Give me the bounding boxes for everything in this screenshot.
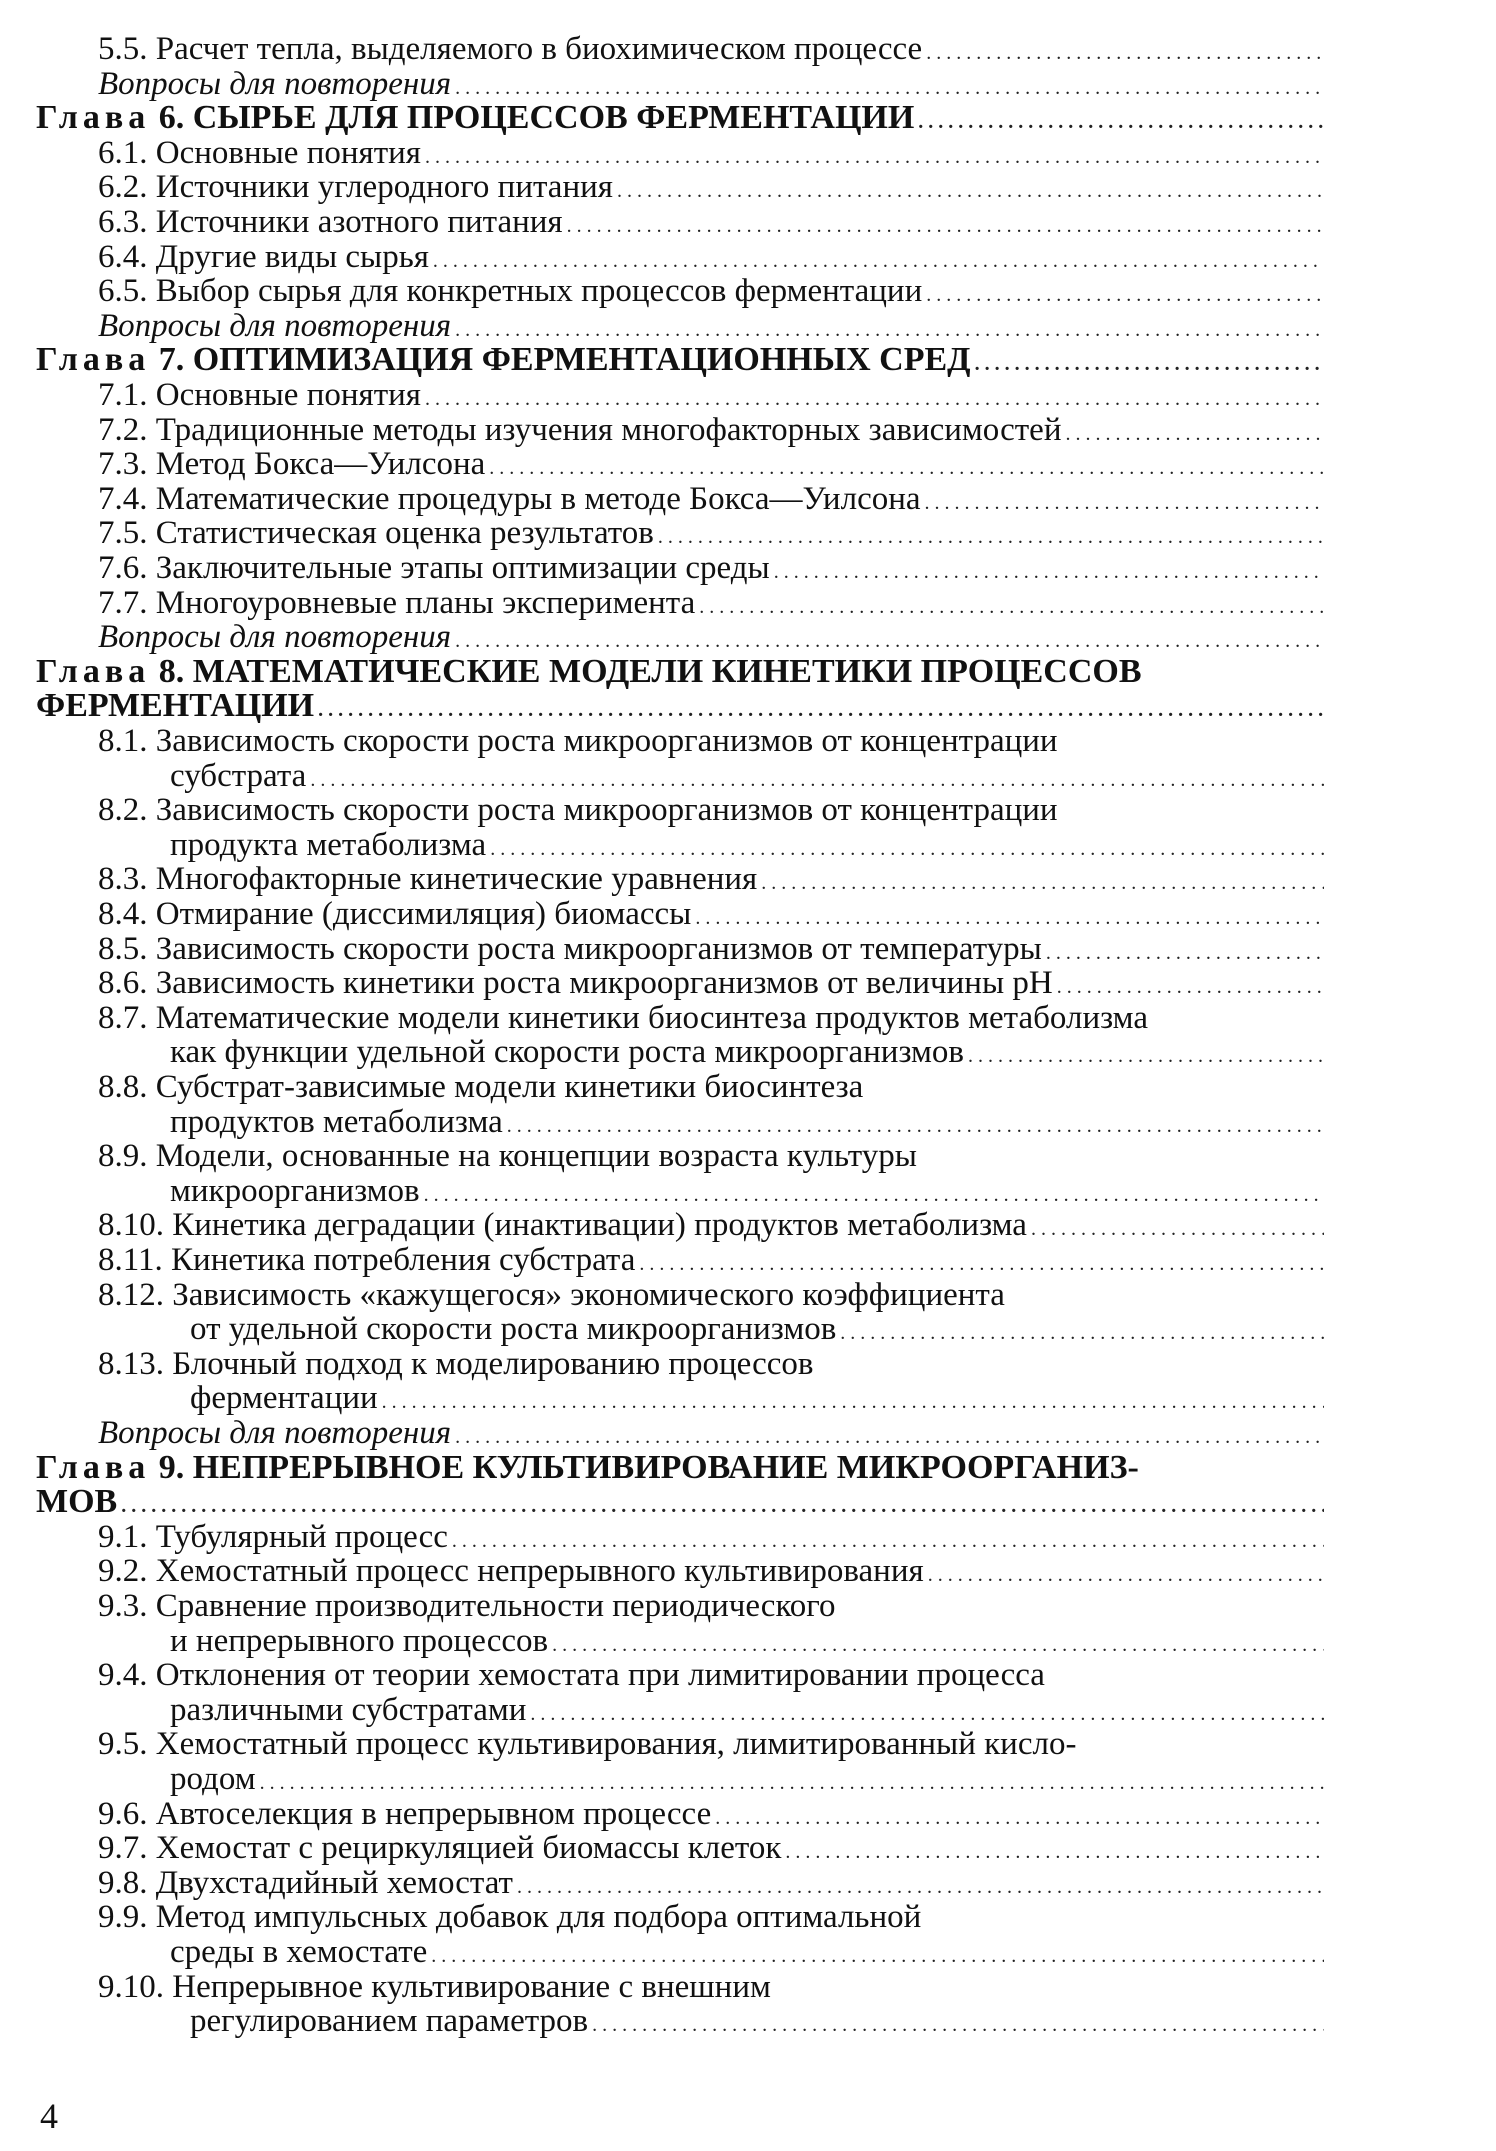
section-title: [98, 1797, 711, 1831]
toc-entry: [98, 1727, 1324, 1761]
section-number: 6.2.: [98, 169, 148, 206]
section-number: 8.3.: [98, 861, 148, 898]
section-title: [98, 1520, 448, 1554]
chapter-title: [36, 652, 1142, 690]
chapter-name-continued: ФЕРМЕНТАЦИИ: [36, 687, 315, 725]
section-name: Зависимость скорости роста микроорганизмов от концентрации: [155, 792, 1058, 829]
toc-entry: [98, 413, 1324, 447]
toc-entry: [98, 482, 1324, 516]
section-title: [98, 897, 691, 931]
section-name-continued: микроорганизмов: [170, 1172, 420, 1209]
leader-dots: [260, 1762, 1324, 1800]
section-number: 9.6.: [98, 1795, 148, 1832]
section-name-continued: продуктов метаболизма: [170, 1103, 503, 1140]
chapter-title: [36, 1448, 1139, 1486]
toc-entry: [98, 1589, 1324, 1623]
toc-entry: [98, 1001, 1324, 1035]
section-number: 9.5.: [98, 1726, 148, 1763]
section-number: 7.5.: [98, 515, 148, 552]
toc-entry: [98, 1416, 1324, 1450]
section-title: [98, 1278, 1005, 1312]
review-questions: Вопросы для повторения: [98, 307, 452, 344]
section-number: 8.8.: [98, 1069, 148, 1105]
toc-entry: [98, 274, 1324, 308]
leader-dots: [715, 1797, 1324, 1835]
leader-dots: [1046, 932, 1324, 970]
section-title: [98, 136, 421, 170]
section-title: [98, 1001, 1148, 1035]
toc-entry: [36, 1448, 1324, 1486]
leader-dots: [928, 1554, 1324, 1592]
section-title: [98, 170, 613, 204]
section-name-continued: как функции удельной скорости роста микроорганизмов: [170, 1034, 964, 1071]
leader-dots: [1066, 413, 1325, 451]
leader-dots: [567, 205, 1324, 243]
section-title: [98, 1139, 917, 1173]
toc-entry: [170, 1174, 1324, 1208]
section-title: [98, 862, 757, 896]
section-title: [98, 1970, 771, 2004]
section-number: 8.5.: [98, 930, 148, 967]
chapter-label: Глава: [36, 99, 151, 137]
section-name: Математические процедуры в методе Бокса—Уилсона: [155, 480, 921, 517]
section-name: Хемостатный процесс культивирования, лимитированный кисло-: [155, 1726, 1077, 1763]
leader-dots: [433, 240, 1324, 278]
toc-entry: [98, 1970, 1324, 2004]
toc-entry: [98, 205, 1324, 239]
section-name: Кинетика деградации (инактивации) продуктов метаболизма: [172, 1207, 1027, 1244]
chapter-label: Глава: [36, 1448, 151, 1486]
section-number: 8.11.: [98, 1242, 163, 1278]
leader-dots: [530, 1693, 1324, 1731]
section-number: 8.9.: [98, 1138, 148, 1175]
section-title: [98, 1070, 863, 1104]
section-name: Субстрат-зависимые модели кинетики биосинтеза: [155, 1069, 864, 1105]
leader-dots: [424, 1174, 1324, 1212]
chapter-name: ОПТИМИЗАЦИЯ ФЕРМЕНТАЦИОННЫХ СРЕД: [192, 341, 971, 379]
leader-dots: [658, 516, 1324, 554]
section-name: Выбор сырья для конкретных процессов ферментации: [155, 273, 923, 310]
section-number: 8.7.: [98, 999, 148, 1036]
page-number: 4: [40, 2096, 58, 2136]
section-name: Источники углеродного питания: [155, 169, 613, 206]
leader-dots: [1057, 966, 1324, 1004]
leader-dots: [517, 1866, 1324, 1904]
section-title: [98, 1243, 635, 1277]
section-name: Тубулярный процесс: [155, 1518, 448, 1555]
toc-entry: [98, 136, 1324, 170]
section-name: Отклонения от теории хемостата при лимитировании процесса: [155, 1657, 1045, 1694]
toc-entry: [190, 1312, 1324, 1346]
leader-dots: [452, 1520, 1324, 1558]
section-title: [98, 516, 654, 550]
review-questions: Вопросы для повторения: [98, 65, 452, 102]
section-name-continued: различными субстратами: [170, 1691, 527, 1728]
leader-dots: [425, 136, 1324, 174]
toc-entry: [98, 1347, 1324, 1381]
toc-entry: [36, 343, 1324, 377]
section-name: Зависимость скорости роста микроорганизмов от концентрации: [155, 723, 1058, 759]
section-name: Зависимость кинетики роста микроорганизмов от величины pH: [155, 965, 1053, 1002]
leader-dots: [918, 101, 1324, 139]
toc-entry: [98, 32, 1324, 66]
leader-dots: [431, 1935, 1324, 1973]
section-title: [98, 932, 1042, 966]
leader-dots: [975, 343, 1324, 381]
section-number: 9.1.: [98, 1518, 148, 1555]
section-title: [98, 413, 1062, 447]
toc-entry: [98, 1797, 1324, 1831]
section-number: 6.5.: [98, 273, 148, 310]
section-number: 9.7.: [98, 1830, 148, 1867]
section-name-continued: и непрерывного процессов: [170, 1622, 549, 1659]
section-title: [98, 205, 563, 239]
toc-entry: [170, 1935, 1324, 1969]
toc-entry: [170, 1762, 1324, 1796]
section-name-continued: среды в хемостате: [170, 1934, 428, 1970]
leader-dots: [699, 586, 1324, 624]
section-number: 6.4.: [98, 238, 148, 275]
toc-entry: [36, 101, 1324, 135]
toc-entry: [98, 240, 1324, 274]
chapter-name: МАТЕМАТИЧЕСКИЕ МОДЕЛИ КИНЕТИКИ ПРОЦЕССОВ: [192, 652, 1142, 690]
toc-entry: [98, 586, 1324, 620]
toc-entry: [98, 309, 1324, 343]
section-title: [98, 482, 921, 516]
leader-dots: [592, 2004, 1324, 2042]
leader-dots: [318, 689, 1324, 727]
section-name: Непрерывное культивирование с внешним: [172, 1968, 771, 2005]
chapter-name: СЫРЬЕ ДЛЯ ПРОЦЕССОВ ФЕРМЕНТАЦИИ: [192, 99, 915, 137]
section-title: [98, 724, 1058, 758]
section-number: 7.2.: [98, 411, 148, 448]
section-title: [98, 1554, 924, 1588]
toc-entry: [98, 1520, 1324, 1554]
section-name: Основные понятия: [155, 134, 421, 171]
leader-dots: [310, 759, 1324, 797]
chapter-title: [36, 101, 914, 135]
leader-dots: [968, 1035, 1324, 1073]
section-number: 9.8.: [98, 1864, 148, 1901]
section-title: [98, 1208, 1027, 1242]
section-name: Многоуровневые планы эксперимента: [155, 584, 696, 621]
toc-entry: [98, 1139, 1324, 1173]
toc-entry: [36, 689, 1324, 723]
toc-entry: [170, 759, 1324, 793]
leader-dots: [490, 828, 1324, 866]
leader-dots: [925, 482, 1324, 520]
leader-dots: [489, 447, 1324, 485]
chapter-number: 6.: [158, 99, 185, 137]
toc-entry: [98, 1554, 1324, 1588]
chapter-number: 8.: [158, 652, 185, 690]
section-name: Зависимость скорости роста микроорганизмов от температуры: [155, 930, 1042, 967]
section-title: [98, 793, 1058, 827]
section-number: 7.3.: [98, 446, 148, 483]
section-number: 8.10.: [98, 1207, 164, 1244]
leader-dots: [121, 1485, 1324, 1523]
section-name: Статистическая оценка результатов: [155, 515, 654, 552]
toc-entry: [98, 1866, 1324, 1900]
section-name: Автоселекция в непрерывном процессе: [155, 1795, 712, 1832]
toc-entry: [170, 1693, 1324, 1727]
leader-dots: [695, 897, 1324, 935]
section-name: Хемостатный процесс непрерывного культивирования: [155, 1553, 924, 1590]
toc-entry: [98, 1208, 1324, 1242]
toc-entry: [98, 793, 1324, 827]
section-name-continued: продукта метаболизма: [170, 826, 487, 863]
section-title: [98, 1658, 1045, 1692]
leader-dots: [785, 1831, 1324, 1869]
toc-entry: [98, 724, 1324, 758]
section-number: 8.12.: [98, 1276, 164, 1313]
chapter-number: 9.: [158, 1448, 185, 1486]
toc-entry: [98, 170, 1324, 204]
section-name: Заключительные этапы оптимизации среды: [155, 550, 770, 586]
section-number: 8.4.: [98, 896, 148, 932]
section-title: [98, 1900, 921, 1934]
toc-entry: [98, 966, 1324, 1000]
section-title: [98, 586, 695, 620]
toc-entry: [98, 620, 1324, 654]
section-name: Расчет тепла, выделяемого в биохимическом процессе: [155, 31, 923, 67]
section-name: Метод Бокса—Уилсона: [155, 446, 486, 483]
section-name: Источники азотного питания: [155, 204, 563, 240]
section-number: 9.9.: [98, 1899, 148, 1936]
leader-dots: [1031, 1208, 1324, 1246]
section-title: [98, 966, 1053, 1000]
section-title: [98, 1831, 781, 1865]
leader-dots: [425, 378, 1324, 416]
section-title: [98, 1727, 1076, 1761]
section-name-continued: ферментации: [190, 1380, 378, 1417]
leader-dots: [926, 32, 1324, 70]
section-number: 6.3.: [98, 204, 148, 240]
section-number: 7.6.: [98, 550, 148, 586]
section-number: 8.2.: [98, 792, 148, 829]
section-number: 8.13.: [98, 1345, 164, 1382]
section-name: Кинетика потребления субстрата: [171, 1242, 636, 1278]
section-title: [98, 1347, 814, 1381]
toc-entry: [170, 1105, 1324, 1139]
review-questions: Вопросы для повторения: [98, 619, 452, 656]
toc-entry: [36, 1485, 1324, 1519]
section-name: Блочный подход к моделированию процессов: [172, 1345, 814, 1382]
toc-entry: [170, 828, 1324, 862]
toc-entry: [98, 516, 1324, 550]
section-name: Многофакторные кинетические уравнения: [155, 861, 758, 898]
section-name-continued: от удельной скорости роста микроорганизмов: [190, 1311, 837, 1348]
toc-entry: [98, 1070, 1324, 1104]
leader-dots: [552, 1624, 1324, 1662]
chapter-label: Глава: [36, 652, 151, 690]
section-number: 7.4.: [98, 480, 148, 517]
leader-dots: [926, 274, 1324, 312]
chapter-name: НЕПРЕРЫВНОЕ КУЛЬТИВИРОВАНИЕ МИКРООРГАНИЗ-: [192, 1448, 1139, 1486]
section-name: Модели, основанные на концепции возраста культуры: [155, 1138, 917, 1175]
section-name: Двухстадийный хемостат: [155, 1864, 513, 1901]
section-name: Зависимость «кажущегося» экономического коэффициента: [172, 1276, 1005, 1313]
leader-dots: [617, 170, 1324, 208]
chapter-title: [36, 343, 971, 377]
toc-entry: [98, 1658, 1324, 1692]
section-name: Метод импульсных добавок для подбора оптимальной: [155, 1899, 922, 1936]
section-title: [98, 1589, 836, 1623]
toc-entry: [98, 67, 1324, 101]
toc-entry: [98, 447, 1324, 481]
leader-dots: [761, 862, 1324, 900]
leader-dots: [774, 551, 1324, 589]
chapter-label: Глава: [36, 341, 151, 379]
section-title: [98, 32, 922, 66]
leader-dots: [382, 1381, 1324, 1419]
chapter-name-continued: МОВ: [36, 1483, 118, 1521]
toc-entry: [98, 932, 1324, 966]
toc-entry: [98, 378, 1324, 412]
section-number: 9.3.: [98, 1588, 148, 1624]
section-number: 7.7.: [98, 584, 148, 621]
section-number: 9.4.: [98, 1657, 148, 1694]
section-number: 9.2.: [98, 1553, 148, 1590]
section-title: [98, 378, 421, 412]
section-name: Математические модели кинетики биосинтеза продуктов метаболизма: [155, 999, 1148, 1036]
toc-entry: [98, 1278, 1324, 1312]
section-name: Другие виды сырья: [155, 238, 429, 275]
section-name: Хемостат с рециркуляцией биомассы клеток: [155, 1830, 782, 1867]
section-name: Основные понятия: [155, 377, 421, 413]
section-name-continued: субстрата: [170, 757, 307, 794]
section-name: Традиционные методы изучения многофакторных зависимостей: [155, 411, 1062, 448]
chapter-number: 7.: [158, 341, 185, 379]
section-title: [98, 447, 485, 481]
section-title: [98, 274, 922, 308]
toc-entry: [190, 1381, 1324, 1415]
section-title: [98, 240, 429, 274]
section-number: 8.6.: [98, 965, 148, 1002]
section-number: 5.5.: [98, 31, 148, 67]
section-number: 9.10.: [98, 1968, 164, 2005]
section-name-continued: родом: [170, 1761, 256, 1797]
toc-entry: [98, 551, 1324, 585]
section-number: 6.1.: [98, 134, 148, 171]
section-name: Сравнение производительности периодического: [155, 1588, 836, 1624]
section-number: 8.1.: [98, 723, 148, 759]
section-title: [98, 551, 770, 585]
toc-entry: [170, 1035, 1324, 1069]
leader-dots: [840, 1312, 1324, 1350]
leader-dots: [639, 1243, 1324, 1281]
leader-dots: [507, 1105, 1324, 1143]
toc-entry: [98, 862, 1324, 896]
section-name: Отмирание (диссимиляция) биомассы: [155, 896, 692, 932]
toc-entry: [98, 897, 1324, 931]
toc-entry: [170, 1624, 1324, 1658]
toc-entry: [190, 2004, 1324, 2038]
section-number: 7.1.: [98, 377, 148, 413]
toc-entry: [98, 1900, 1324, 1934]
section-title: [98, 1866, 513, 1900]
review-questions: Вопросы для повторения: [98, 1415, 452, 1451]
section-name-continued: регулированием параметров: [190, 2003, 589, 2040]
toc-entry: [98, 1831, 1324, 1865]
toc-entry: [98, 1243, 1324, 1277]
toc-entry: [36, 652, 1324, 690]
